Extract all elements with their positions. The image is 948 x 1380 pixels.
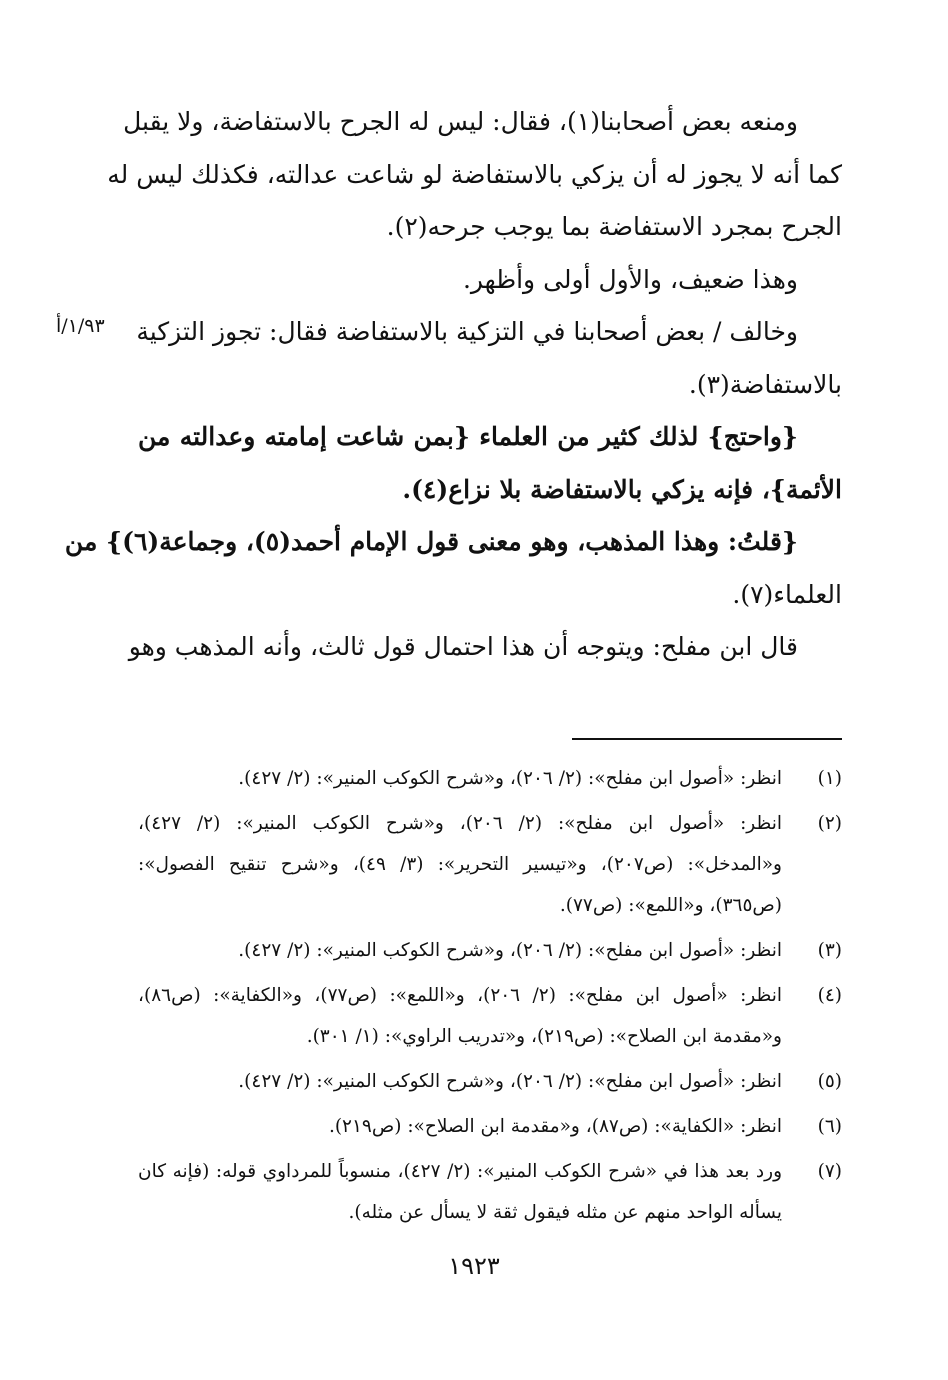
footnote-line: (ص٣٦٥)، و«اللمع»: (ص٧٧). [559,895,782,916]
footnote-number: (٣) [817,940,842,961]
text-line: العلماء(٧). [732,579,842,609]
manuscript-folio-note: ١/٩٣/أ [56,315,105,337]
text-line: الجرح بمجرد الاستفاضة بما يوجب جرحه(٢). [386,212,842,241]
footnote [138,1106,842,1147]
footnote [138,975,842,1057]
footnote-line: انظر: «أصول ابن مفلح»: (٢/ ٢٠٦)، و«شرح الكوكب المنير»: (٢/ ٤٢٧). [238,1071,782,1092]
footnote [138,758,842,799]
footnote-number: (٧) [817,1161,842,1182]
text-line: وهذا ضعيف، والأول أولى وأظهر. [462,264,798,294]
footnote [138,1061,842,1102]
footnote-line: انظر: «أصول ابن مفلح»: (٢/ ٢٠٦)، و«اللمع»: (ص٧٧)، و«الكفاية»: (ص٨٦)، [138,985,782,1006]
footnotes [138,758,842,1237]
footnote-number: (٦) [817,1116,842,1137]
text-line: بالاستفاضة(٣). [688,369,842,399]
footnote-line: يسأله الواحد منهم عن مثله فيقول ثقة لا يسأل عن مثله). [348,1202,782,1223]
footnote-number: (٥) [817,1071,842,1092]
footnote [138,1151,842,1233]
footnote-line: و«المدخل»: (ص٢٠٧)، و«تيسير التحرير»: (٣/ ٤٩)، و«شرح تنقيح الفصول»: [138,854,782,875]
footnote-separator [572,738,842,740]
footnote-number: (١) [817,768,842,789]
text-line: قال ابن مفلح: ويتوجه أن هذا احتمال قول ثالث، وأنه المذهب وهو [128,632,798,661]
text-line: {واحتج} لذلك كثير من العلماء {بمن شاعت إمامته وعدالته من [138,422,798,451]
footnote-line: انظر: «الكفاية»: (ص٨٧)، و«مقدمة ابن الصلاح»: (ص٢١٩). [328,1116,782,1137]
footnote-line: و«مقدمة ابن الصلاح»: (ص٢١٩)، و«تدريب الراوي»: (١/ ٣٠١). [306,1026,782,1047]
text-line: {قلتُ: وهذا المذهب، وهو معنى قول الإمام أحمد(٥)، وجماعة(٦)} من [64,527,798,556]
page-number: ١٩٢٣ [448,1252,500,1280]
footnote-line: انظر: «أصول ابن مفلح»: (٢/ ٢٠٦)، و«شرح الكوكب المنير»: (٢/ ٤٢٧). [238,768,782,789]
footnote-line: انظر: «أصول ابن مفلح»: (٢/ ٢٠٦)، و«شرح الكوكب المنير»: (٢/ ٤٢٧). [238,940,782,961]
footnote [138,930,842,971]
text-line: الأئمة}، فإنه يزكي بالاستفاضة بلا نزاع(٤). [402,474,842,504]
footnote-number: (٢) [817,813,842,834]
footnote-line: انظر: «أصول ابن مفلح»: (٢/ ٢٠٦)، و«شرح الكوكب المنير»: (٢/ ٤٢٧)، [138,813,782,834]
footnote-line: ورد بعد هذا في «شرح الكوكب المنير»: (٢/ ٤٢٧)، منسوباً للمرداوي قوله: (فإنه كان [138,1161,783,1182]
text-line: ومنعه بعض أصحابنا(١)، فقال: ليس له الجرح بالاستفاضة، ولا يقبل [123,107,798,136]
text-line: كما أنه لا يجوز له أن يزكي بالاستفاضة لو شاعت عدالته، فكذلك ليس له [107,159,842,189]
text-line: وخالف / بعض أصحابنا في التزكية بالاستفاضة فقال: تجوز التزكية [136,317,798,346]
footnote [138,803,842,926]
footnote-number: (٤) [817,985,842,1006]
